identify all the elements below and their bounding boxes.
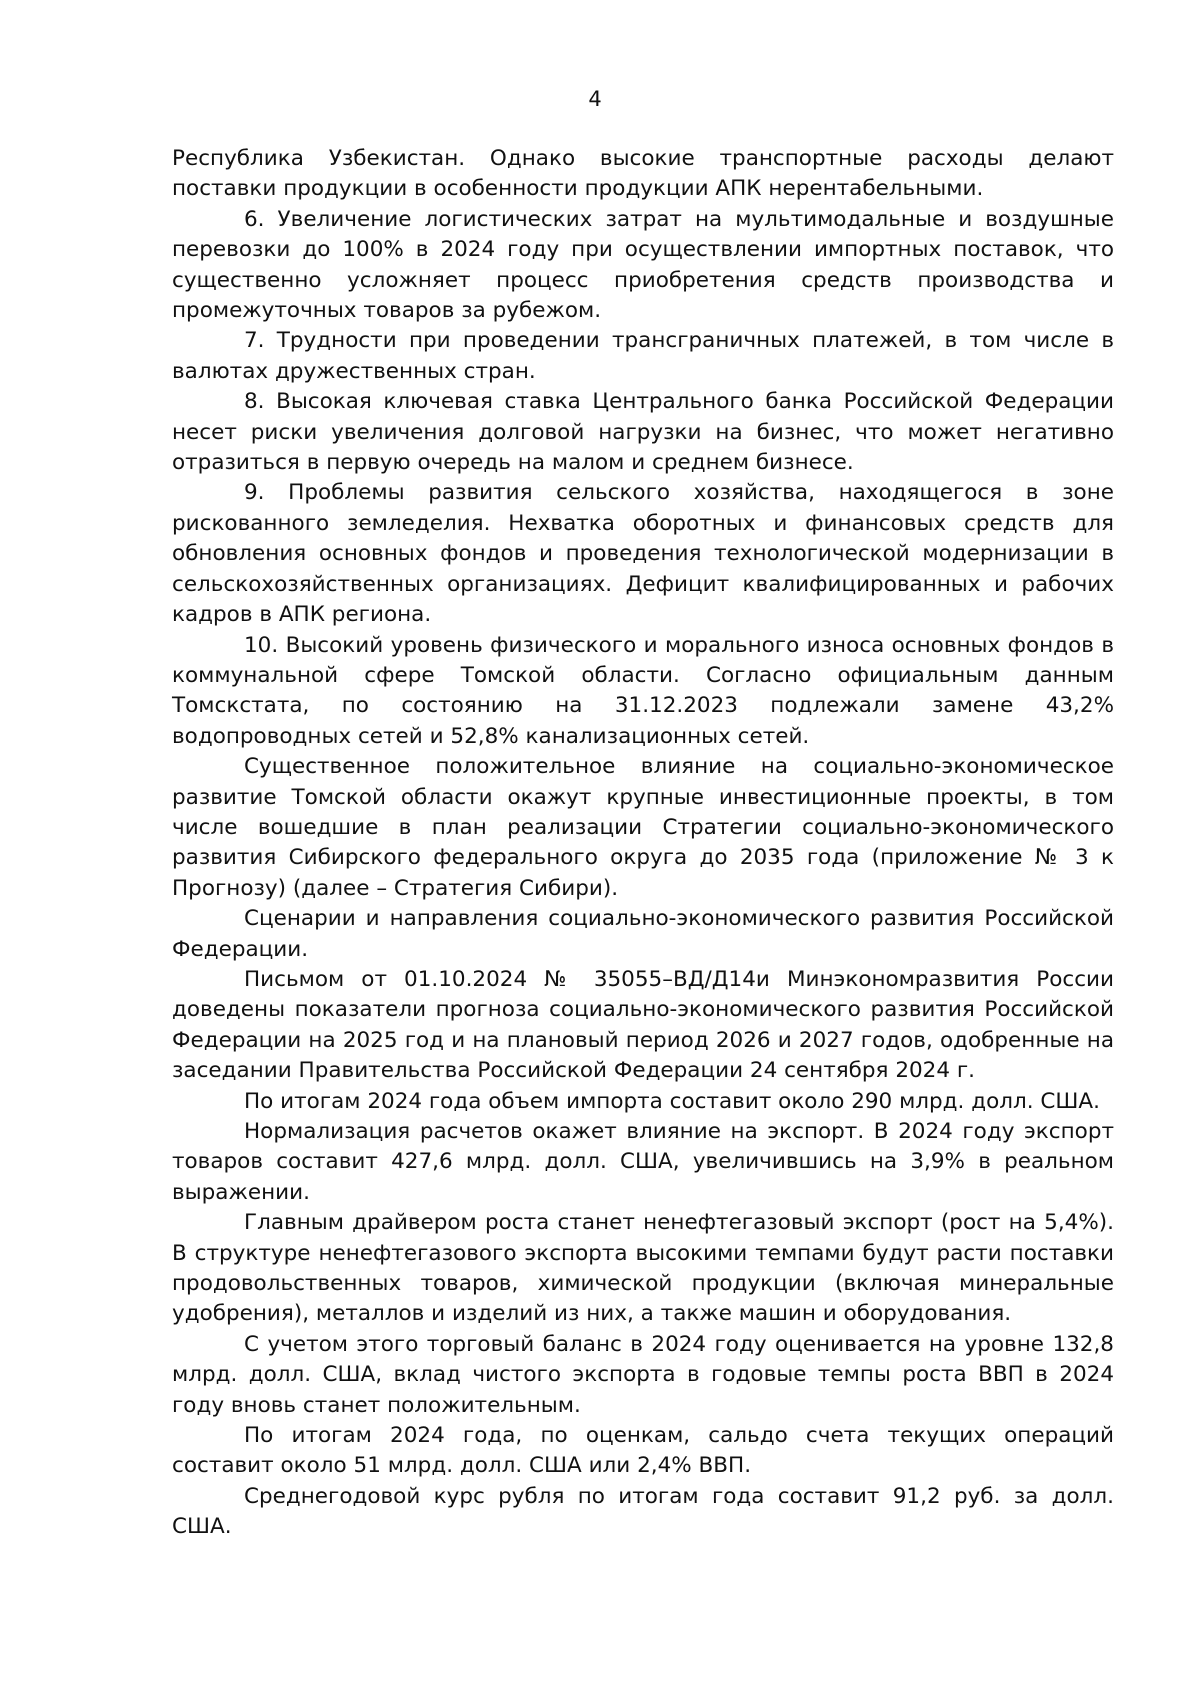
paragraph-current-account: По итогам 2024 года, по оценкам, сальдо счета текущих операций составит около 51 млрд. долл. США или 2,4% ВВП.: [172, 1423, 1114, 1479]
paragraph-investment-projects: Существенное положительное влияние на социально-экономическое развитие Томской области окажут крупные инвестиционные проекты, в том числе вошедшие в план реализации Стратегии социально-экономического развития Сибирского федерального округа до 2035 года (приложение № 3 к Прогнозу) (далее – Стратегия Сибири).: [172, 754, 1114, 901]
paragraph-exchange-rate: Среднегодовой курс рубля по итогам года составит 91,2 руб. за долл. США.: [172, 1483, 1114, 1540]
paragraph-item-10: 10. Высокий уровень физического и морального износа основных фондов в коммунальной сфере Томской области. Согласно официальным данным Томскстата, по состоянию на 31.12.2023 подлежали замене 43,2% водопроводных сетей и 52,8% канализационных сетей.: [172, 632, 1114, 749]
paragraph-non-oil-export: Главным драйвером роста станет ненефтегазовый экспорт (рост на 5,4%). В структуре ненефтегазового экспорта высокими темпами будут расти поставки продовольственных товаров, химической продукции (включая минеральные удобрения), металлов и изделий из них, а также машин и оборудования.: [172, 1210, 1114, 1327]
paragraph-continuation: Республика Узбекистан. Однако высокие транспортные расходы делают поставки продукции в особенности продукции АПК нерентабельными.: [172, 146, 1114, 202]
paragraph-ministry-letter: Письмом от 01.10.2024 № 35055–ВД/Д14и Минэкономразвития России доведены показатели прогноза социально-экономического развития Российской Федерации на 2025 год и на плановый период 2026 и 2027 годов, одобренные на заседании Правительства Российской Федерации 24 сентября 2024 г.: [172, 966, 1114, 1084]
paragraph-item-6: 6. Увеличение логистических затрат на мультимодальные и воздушные перевозки до 100% в 2024 году при осуществлении импортных поставок, что существенно усложняет процесс приобретения средств производства и промежуточных товаров за рубежом.: [172, 206, 1114, 324]
paragraph-item-7: 7. Трудности при проведении трансграничных платежей, в том числе в валютах дружественных стран.: [172, 328, 1114, 384]
document-body: [172, 144, 1114, 1543]
paragraph-import-volume: По итогам 2024 года объем импорта составит около 290 млрд. долл. США.: [244, 1088, 1100, 1114]
paragraph-export-volume: Нормализация расчетов окажет влияние на экспорт. В 2024 году экспорт товаров составит 427,6 млрд. долл. США, увеличившись на 3,9% в реальном выражении.: [172, 1119, 1114, 1205]
paragraph-trade-balance: С учетом этого торговый баланс в 2024 году оценивается на уровне 132,8 млрд. долл. США, вклад чистого экспорта в годовые темпы роста ВВП в 2024 году вновь станет положительным.: [172, 1331, 1114, 1418]
page-number: 4: [588, 87, 602, 111]
paragraph-item-9: 9. Проблемы развития сельского хозяйства, находящегося в зоне рискованного земледелия. Нехватка оборотных и финансовых средств для обновления основных фондов и проведения технологической модернизации в сельскохозяйственных организациях. Дефицит квалифицированных и рабочих кадров в АПК региона.: [172, 480, 1114, 628]
paragraph-scenarios-heading: Сценарии и направления социально-экономического развития Российской Федерации.: [172, 906, 1114, 962]
paragraph-item-8: 8. Высокая ключевая ставка Центрального банка Российской Федерации несет риски увеличения долговой нагрузки на бизнес, что может негативно отразиться в первую очередь на малом и среднем бизнесе.: [172, 389, 1114, 476]
